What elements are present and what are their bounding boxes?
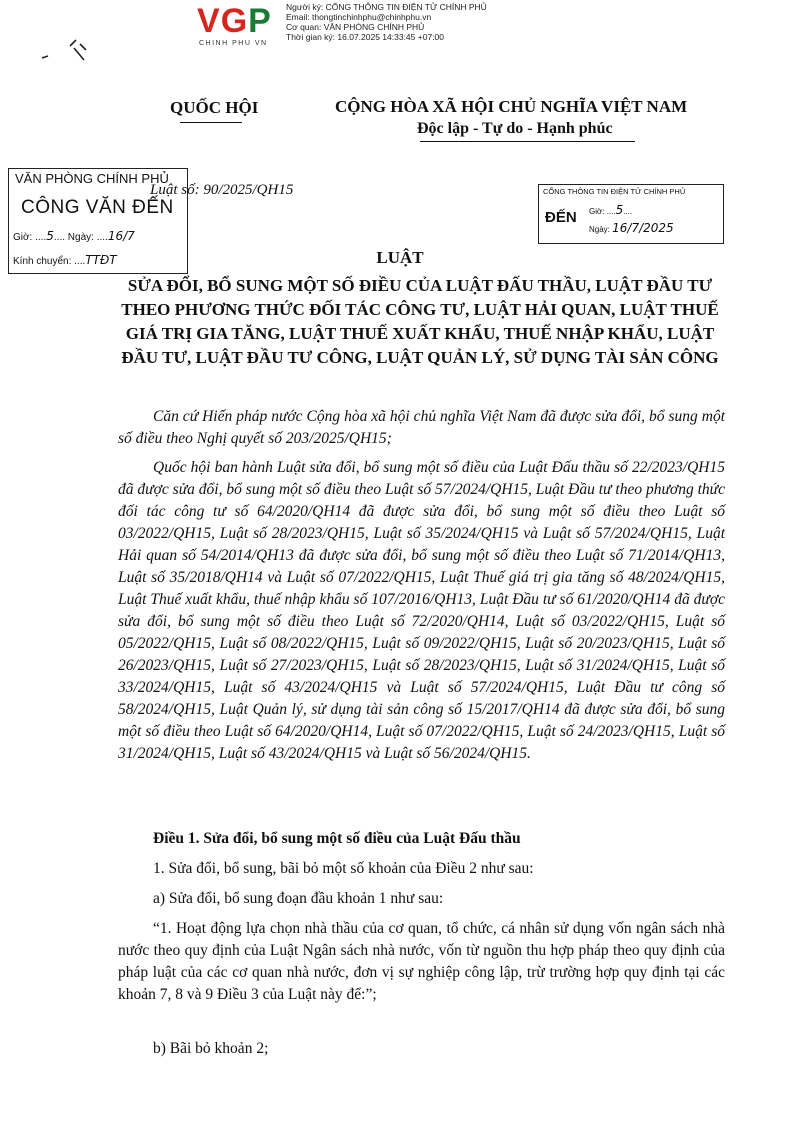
quoted-amendment: “1. Hoạt động lựa chọn nhà thầu của cơ quan, tổ chức, cá nhân sử dụng vốn ngân sách nhà nước theo quy định của Luật Ngân sách nhà nước, vốn từ nguồn thu hợp pháp theo quy định của pháp luật của các cơ quan nhà nước, đơn vị sự nghiệp công lập, trừ trường hợp quy định tại các khoản 7, 8 và 9 Điều 3 của Luật này để:”; bbox=[118, 920, 725, 1003]
incoming-stamp-right bbox=[538, 184, 724, 244]
preamble-enactment: Quốc hội ban hành Luật sửa đổi, bổ sung một số điều của Luật Đấu thầu số 22/2023/QH15 đã được sửa đổi, bổ sung một số điều theo Luật số 57/2024/QH15, Luật Đầu tư theo phương thức đối tác công tư số 64/2020/QH14 đã được sửa đổi, bổ sung một số điều theo Luật số 03/2022/QH15, Luật số 28/2023/QH15, Luật số 35/2024/QH15 và Luật số 57/2024/QH15, Luật Hải quan số 54/2014/QH13 đã được sửa đổi, bổ sung một số điều theo Luật số 71/2014/QH13, Luật số 35/2018/QH14 và Luật số 07/2022/QH15, Luật Thuế giá trị gia tăng số 48/2024/QH15, Luật Thuế xuất khẩu, thuế nhập khẩu số 107/2016/QH13, Luật Đầu tư số 61/2020/QH14 đã được sửa đổi, bổ sung một số điều theo Luật số 72/2020/QH14, Luật số 03/2022/QH15, Luật số 05/2022/QH15, Luật số 08/2022/QH15, Luật số 09/2022/QH15, Luật số 20/2023/QH15, Luật số 26/2023/QH15, Luật số 27/2023/QH15, Luật số 28/2023/QH15, Luật số 31/2024/QH15, Luật số 33/2024/QH15, Luật số 43/2024/QH15 và Luật số 57/2024/QH15, Luật Đầu tư công số 58/2024/QH15, Luật Quản lý, sử dụng tài sản công số 15/2017/QH14 đã được sửa đổi, bổ sung một số điều theo Luật số 64/2020/QH14, Luật số 07/2022/QH15, Luật số 24/2023/QH15, Luật số 31/2024/QH15, Luật số 43/2024/QH15 và Luật số 56/2024/QH15. bbox=[118, 459, 725, 762]
stamp-forward-value: TTĐT bbox=[85, 253, 117, 267]
handwritten-mark-icon bbox=[40, 36, 100, 64]
stamp-hour-value: 5 bbox=[46, 229, 54, 243]
signer-line: Người ký: CỔNG THÔNG TIN ĐIỆN TỬ CHÍNH PHỦ bbox=[286, 2, 487, 12]
stamp-date-value: 16/7 bbox=[107, 229, 135, 243]
law-title: SỬA ĐỔI, BỔ SUNG MỘT SỐ ĐIỀU CỦA LUẬT ĐẤU THẦU, LUẬT ĐẦU TƯ THEO PHƯƠNG THỨC ĐỐI TÁC CÔNG TƯ, LUẬT HẢI QUAN, LUẬT THUẾ GIÁ TRỊ GIA TĂNG, LUẬT THUẾ XUẤT KHẨU, THUẾ NHẬP KHẨU, LUẬT ĐẦU TƯ, LUẬT ĐẦU TƯ CÔNG, LUẬT QUẢN LÝ, SỬ DỤNG TÀI SẢN CÔNG bbox=[121, 276, 719, 367]
law-number: Luật số: 90/2025/QH15 bbox=[150, 182, 294, 198]
signed-time-line: Thời gian ký: 16.07.2025 14:33:45 +07:00 bbox=[286, 32, 444, 42]
clause-1: 1. Sửa đổi, bổ sung, bãi bỏ một số khoản của Điều 2 như sau: bbox=[153, 860, 534, 877]
email-line: Email: thongtinchinhphu@chinhphu.vn bbox=[286, 12, 432, 22]
vgp-logo: VGP bbox=[197, 2, 272, 40]
vgp-subtitle: CHINH PHU VN bbox=[199, 40, 268, 47]
stamp-right-hour: Giờ: ....5.... bbox=[589, 203, 633, 217]
stamp-right-org: CỔNG THÔNG TIN ĐIỆN TỬ CHÍNH PHỦ bbox=[543, 187, 686, 196]
motto-underline bbox=[420, 141, 635, 142]
point-b: b) Bãi bỏ khoản 2; bbox=[153, 1040, 269, 1057]
stamp-org: VĂN PHÒNG CHÍNH PHỦ bbox=[15, 171, 169, 186]
issuer-name: QUỐC HỘI bbox=[170, 98, 259, 117]
issuer-underline bbox=[180, 122, 242, 123]
point-a: a) Sửa đổi, bổ sung đoạn đầu khoản 1 như sau: bbox=[153, 890, 444, 907]
stamp-right-den: ĐẾN bbox=[545, 209, 577, 226]
stamp-title: CÔNG VĂN ĐẾN bbox=[21, 197, 174, 218]
agency-line: Cơ quan: VĂN PHÒNG CHÍNH PHỦ bbox=[286, 22, 425, 32]
republic-title: CỘNG HÒA XÃ HỘI CHỦ NGHĨA VIỆT NAM bbox=[335, 97, 688, 116]
stamp-forward-row: Kính chuyển: ....TTĐT bbox=[13, 253, 117, 267]
stamp-time-row: Giờ: ....5.... Ngày: ....16/7 bbox=[13, 229, 135, 243]
article-1-heading: Điều 1. Sửa đổi, bổ sung một số điều của Luật Đấu thầu bbox=[153, 830, 521, 847]
preamble-constitution: Căn cứ Hiến pháp nước Cộng hòa xã hội chủ nghĩa Việt Nam đã được sửa đổi, bổ sung một số điều theo Nghị quyết số 203/2025/QH15; bbox=[118, 408, 725, 447]
stamp-right-date: Ngày: 16/7/2025 bbox=[589, 221, 674, 235]
digital-signature-info bbox=[286, 2, 487, 42]
document-type: LUẬT bbox=[376, 248, 424, 267]
national-motto: Độc lập - Tự do - Hạnh phúc bbox=[417, 120, 613, 137]
